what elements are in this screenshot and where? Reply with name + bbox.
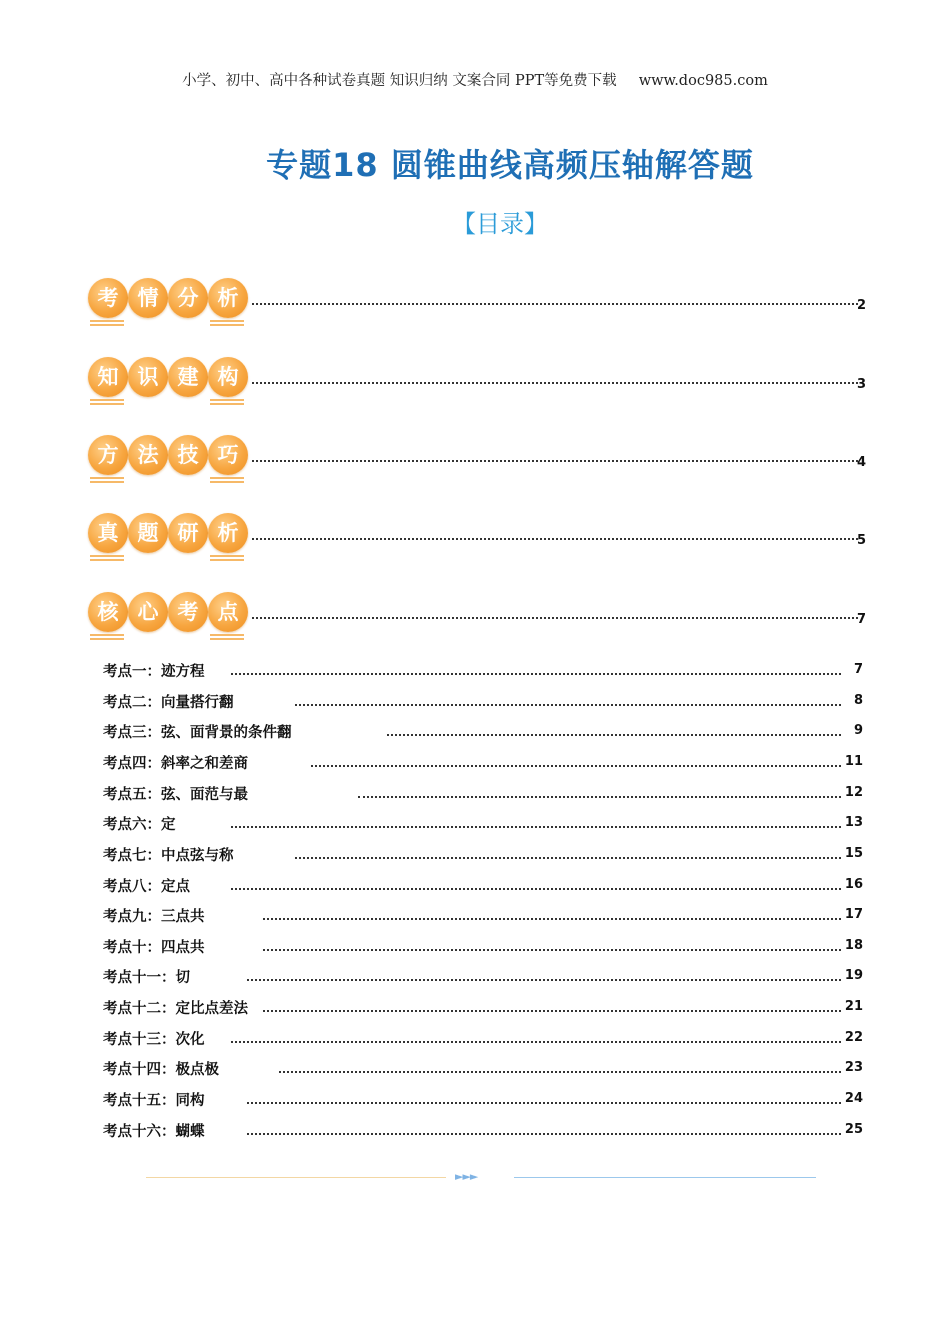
entry-label: 考点八：定点 [103, 879, 190, 895]
toc-entry[interactable] [103, 1058, 863, 1080]
dot-leader [252, 382, 858, 384]
page-number: 4 [856, 455, 866, 470]
page-number: 5 [856, 533, 866, 548]
badge-char: 心 [128, 592, 168, 632]
dot-leader [279, 1071, 841, 1073]
toc-entry[interactable] [103, 936, 863, 958]
badge-decoration [90, 320, 124, 330]
section-badge [86, 433, 256, 481]
dot-leader [252, 617, 858, 619]
badge-char: 真 [88, 513, 128, 553]
badge-decoration [210, 555, 244, 565]
section-badge [86, 355, 256, 403]
page-number: 2 [856, 298, 866, 313]
page-number: 19 [844, 968, 863, 983]
toc-section-hexin[interactable] [86, 590, 866, 650]
page-number: 3 [856, 377, 866, 392]
badge-char: 识 [128, 357, 168, 397]
badge-char: 考 [88, 278, 128, 318]
dot-leader [247, 1102, 841, 1104]
dot-leader [231, 826, 841, 828]
toc-entry[interactable] [103, 660, 863, 682]
footer-arrows-icon: ►►► [455, 1170, 478, 1183]
dot-leader [247, 1133, 841, 1135]
badge-char: 知 [88, 357, 128, 397]
dot-leader [252, 303, 858, 305]
document-title: 专题18 圆锥曲线高频压轴解答题 [266, 146, 754, 184]
toc-entry[interactable] [103, 813, 863, 835]
toc-entry[interactable] [103, 1089, 863, 1111]
badge-char: 方 [88, 435, 128, 475]
footer-divider-right [514, 1177, 816, 1178]
entry-label: 考点五：弦、面范与最 [103, 787, 248, 803]
entry-label: 考点十六：蝴蝶 [103, 1124, 205, 1140]
entry-label: 考点十一：切 [103, 970, 190, 986]
badge-char: 点 [208, 592, 248, 632]
badge-decoration [210, 320, 244, 330]
entry-label: 考点九：三点共 [103, 909, 205, 925]
header-url[interactable]: www.doc985.com [638, 73, 768, 89]
entry-label: 考点六：定 [103, 817, 176, 833]
page-number: 17 [844, 907, 863, 922]
badge-char: 题 [128, 513, 168, 553]
badge-char: 建 [168, 357, 208, 397]
badge-decoration [90, 477, 124, 487]
entry-label: 考点四：斜率之和差商 [103, 756, 248, 772]
dot-leader [295, 704, 841, 706]
toc-entry[interactable] [103, 1120, 863, 1142]
page-number: 8 [853, 693, 863, 708]
page-number: 23 [844, 1060, 863, 1075]
dot-leader [311, 765, 841, 767]
page-number: 16 [844, 877, 863, 892]
badge-decoration [90, 399, 124, 409]
badge-char: 核 [88, 592, 128, 632]
dot-leader [263, 949, 841, 951]
section-badge [86, 511, 256, 559]
toc-entry[interactable] [103, 997, 863, 1019]
page-number: 9 [853, 723, 863, 738]
badge-char: 析 [208, 278, 248, 318]
toc-section-fangfa[interactable] [86, 433, 866, 493]
badge-char: 分 [168, 278, 208, 318]
header-text: 小学、初中、高中各种试卷真题 知识归纳 文案合同 PPT等免费下载 [182, 73, 617, 89]
badge-char: 研 [168, 513, 208, 553]
page-number: 22 [844, 1030, 863, 1045]
dot-leader [387, 734, 841, 736]
badge-char: 构 [208, 357, 248, 397]
entry-label: 考点十三：次化 [103, 1032, 205, 1048]
toc-entry[interactable] [103, 966, 863, 988]
page-number: 18 [844, 938, 863, 953]
toc-entry[interactable] [103, 875, 863, 897]
entry-label: 考点七：中点弦与称 [103, 848, 234, 864]
page-number: 25 [844, 1122, 863, 1137]
page-number: 12 [844, 785, 863, 800]
badge-char: 巧 [208, 435, 248, 475]
badge-char: 法 [128, 435, 168, 475]
section-badge [86, 276, 256, 324]
page-number: 21 [844, 999, 863, 1014]
dot-leader [247, 979, 841, 981]
badge-char: 情 [128, 278, 168, 318]
page-number: 11 [844, 754, 863, 769]
page-number: 24 [844, 1091, 863, 1106]
toc-section-kaoqing[interactable] [86, 276, 866, 336]
toc-entry[interactable] [103, 844, 863, 866]
toc-section-zhenti[interactable] [86, 511, 866, 571]
page-number: 13 [844, 815, 863, 830]
badge-decoration [210, 634, 244, 644]
entry-label: 考点十五：同构 [103, 1093, 205, 1109]
entry-label: 考点三：弦、面背景的条件翻 [103, 725, 292, 741]
toc-entry[interactable] [103, 691, 863, 713]
badge-char: 技 [168, 435, 208, 475]
entry-label: 考点一：迹方程 [103, 664, 205, 680]
dot-leader [252, 460, 858, 462]
badge-char: 考 [168, 592, 208, 632]
entry-label: 考点十四：极点极 [103, 1062, 219, 1078]
dot-leader [231, 673, 841, 675]
dot-leader [231, 888, 841, 890]
page-number: 7 [853, 662, 863, 677]
badge-decoration [210, 477, 244, 487]
toc-entry[interactable] [103, 1028, 863, 1050]
toc-heading: 【目录】 [452, 210, 548, 238]
badge-char: 析 [208, 513, 248, 553]
page-number: 7 [856, 612, 866, 627]
dot-leader [358, 796, 841, 798]
entry-label: 考点十：四点共 [103, 940, 205, 956]
dot-leader [295, 857, 841, 859]
dot-leader [252, 538, 858, 540]
toc-entry[interactable] [103, 783, 863, 805]
dot-leader [231, 1041, 841, 1043]
entry-label: 考点十二：定比点差法 [103, 1001, 248, 1017]
badge-decoration [90, 634, 124, 644]
section-badge [86, 590, 256, 638]
toc-entry[interactable] [103, 905, 863, 927]
toc-section-zhishi[interactable] [86, 355, 866, 415]
page-number: 15 [844, 846, 863, 861]
toc-entry[interactable] [103, 752, 863, 774]
dot-leader [263, 918, 841, 920]
toc-entry[interactable] [103, 721, 863, 743]
footer-divider-left [146, 1177, 446, 1178]
page-header [0, 69, 950, 90]
entry-label: 考点二：向量搭行翻 [103, 695, 234, 711]
badge-decoration [90, 555, 124, 565]
badge-decoration [210, 399, 244, 409]
dot-leader [263, 1010, 841, 1012]
